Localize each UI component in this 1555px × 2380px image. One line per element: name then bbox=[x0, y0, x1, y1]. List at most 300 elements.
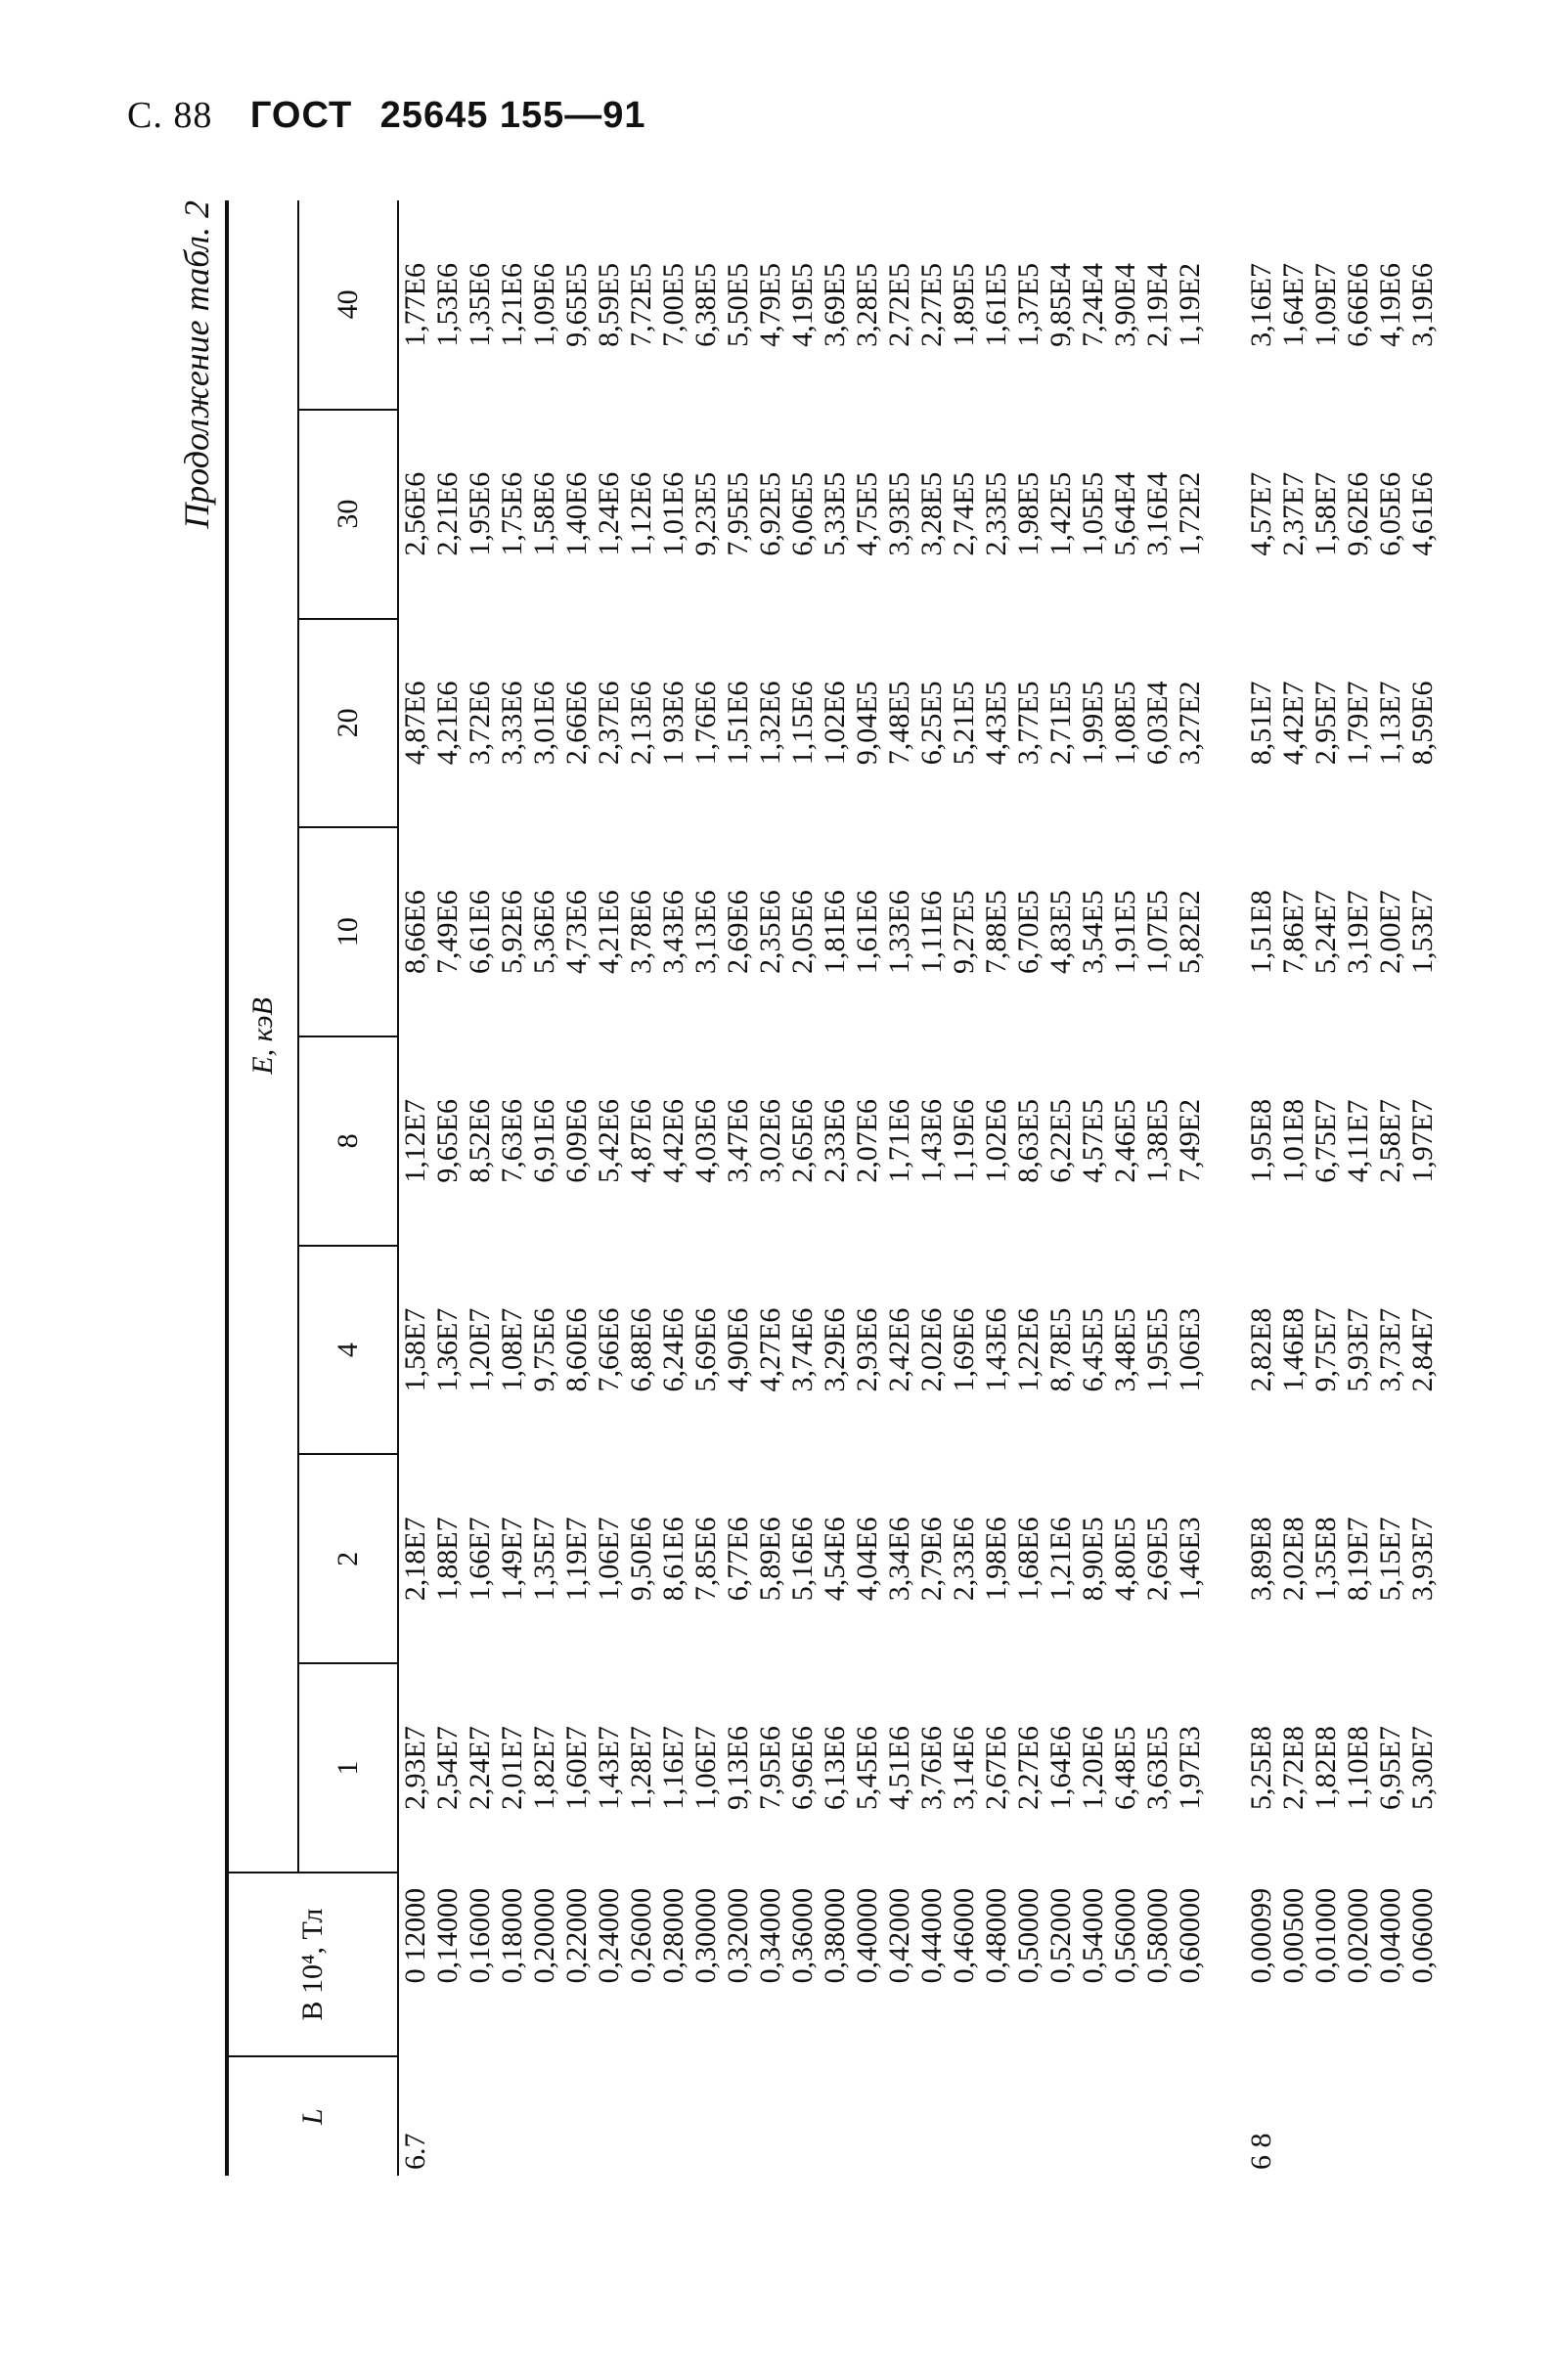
flux-value: 8,78E5 bbox=[1044, 1307, 1077, 1392]
flux-value: 1,21E6 bbox=[1044, 1517, 1077, 1602]
l-value bbox=[1109, 2056, 1141, 2176]
flux-value: 2,27E5 bbox=[915, 262, 948, 347]
b-value: 0,32000 bbox=[722, 1887, 754, 1984]
flux-value: 7,66E6 bbox=[593, 1307, 625, 1392]
l-value bbox=[1077, 2056, 1109, 2176]
b-value: 0,44000 bbox=[915, 1887, 948, 1984]
rotated-table-frame bbox=[166, 200, 1535, 2176]
b-value: 0,00099 bbox=[1245, 1887, 1277, 1984]
l-value bbox=[431, 2056, 464, 2176]
table-row bbox=[1277, 200, 1310, 2176]
flux-value: 5,50E5 bbox=[722, 262, 754, 347]
table-row bbox=[980, 200, 1012, 2176]
flux-value: 4,19E5 bbox=[786, 262, 819, 347]
flux-value: 6,09E6 bbox=[560, 1098, 593, 1183]
b-value: 0,58000 bbox=[1141, 1887, 1174, 1984]
l-value bbox=[1141, 2056, 1174, 2176]
l-value bbox=[689, 2056, 722, 2176]
flux-value: 8,51E7 bbox=[1245, 681, 1277, 766]
flux-value: 1,10E8 bbox=[1342, 1726, 1374, 1810]
flux-value: 6,03E4 bbox=[1141, 681, 1174, 766]
flux-value: 1,97E3 bbox=[1174, 1726, 1206, 1810]
flux-value: 3,47E6 bbox=[722, 1098, 754, 1183]
flux-value: 1,12E6 bbox=[625, 471, 657, 556]
flux-value: 1,46E8 bbox=[1277, 1307, 1310, 1392]
flux-value: 3,63E5 bbox=[1141, 1726, 1174, 1810]
flux-value: 2,18E7 bbox=[399, 1517, 431, 1602]
flux-value: 1,91E5 bbox=[1109, 890, 1141, 975]
b-value: 0,30000 bbox=[689, 1887, 722, 1984]
flux-value: 1,95E8 bbox=[1245, 1098, 1277, 1183]
flux-value: 2,46E5 bbox=[1109, 1098, 1141, 1183]
col-header-B: B 10⁴, Тл bbox=[227, 1873, 398, 2056]
table-row bbox=[851, 200, 883, 2176]
b-value: 0 12000 bbox=[399, 1887, 431, 1984]
flux-value: 1,98E6 bbox=[980, 1517, 1012, 1602]
flux-value: 1,08E7 bbox=[496, 1307, 528, 1392]
flux-value: 8,59E6 bbox=[1406, 681, 1439, 766]
table-caption: Продолжение табл. 2 bbox=[177, 200, 216, 529]
flux-value: 6,92E5 bbox=[754, 471, 786, 556]
b-value: 0,54000 bbox=[1077, 1887, 1109, 1984]
b-value: 0,00500 bbox=[1277, 1887, 1310, 1984]
table-row bbox=[1141, 200, 1174, 2176]
flux-value: 3,16E4 bbox=[1141, 471, 1174, 556]
flux-value: 1,13E7 bbox=[1374, 681, 1406, 766]
flux-value: 1,95E6 bbox=[464, 471, 496, 556]
table-row bbox=[1109, 200, 1141, 2176]
flux-value: 3,13E6 bbox=[689, 890, 722, 975]
flux-value: 4,27E6 bbox=[754, 1307, 786, 1392]
flux-value: 4,11E7 bbox=[1342, 1099, 1374, 1183]
table-row bbox=[657, 200, 689, 2176]
flux-value: 3,89E8 bbox=[1245, 1517, 1277, 1602]
flux-value: 1,60E7 bbox=[560, 1726, 593, 1810]
flux-value: 2,54E7 bbox=[431, 1726, 464, 1810]
flux-value: 2,71E5 bbox=[1044, 681, 1077, 766]
flux-value: 4,87E6 bbox=[399, 681, 431, 766]
l-value bbox=[915, 2056, 948, 2176]
b-value: 0,48000 bbox=[980, 1887, 1012, 1984]
flux-value: 9,13E6 bbox=[722, 1726, 754, 1810]
flux-value: 1,61E6 bbox=[851, 890, 883, 975]
flux-value: 4,21E6 bbox=[593, 890, 625, 975]
flux-value: 9,75E6 bbox=[528, 1307, 560, 1392]
flux-value: 3,73E7 bbox=[1374, 1307, 1406, 1392]
l-value: 6 8 bbox=[1245, 2133, 1277, 2170]
b-value: 0,52000 bbox=[1044, 1887, 1077, 1984]
flux-value: 9,27E5 bbox=[948, 890, 980, 975]
flux-value: 1,71E6 bbox=[883, 1098, 915, 1183]
flux-value: 2,05E6 bbox=[786, 890, 819, 975]
flux-value: 2,93E7 bbox=[399, 1726, 431, 1810]
l-value bbox=[528, 2056, 560, 2176]
l-value bbox=[496, 2056, 528, 2176]
l-value bbox=[722, 2056, 754, 2176]
b-value: 0,01000 bbox=[1310, 1887, 1342, 1984]
b-value: 0,38000 bbox=[819, 1887, 851, 1984]
flux-value: 6,24E6 bbox=[657, 1307, 689, 1392]
flux-value: 2,00E7 bbox=[1374, 890, 1406, 975]
flux-value: 1,02E6 bbox=[819, 681, 851, 766]
b-value: 0,34000 bbox=[754, 1887, 786, 1984]
flux-value: 5,42E6 bbox=[593, 1098, 625, 1183]
flux-value: 4,80E5 bbox=[1109, 1517, 1141, 1602]
flux-value: 2,69E6 bbox=[722, 890, 754, 975]
flux-value: 5,16E6 bbox=[786, 1517, 819, 1602]
flux-value: 1,35E8 bbox=[1310, 1517, 1342, 1602]
flux-value: 6,38E5 bbox=[689, 262, 722, 347]
flux-value: 3,43E6 bbox=[657, 890, 689, 975]
flux-value: 7,95E6 bbox=[754, 1726, 786, 1810]
table-row bbox=[1044, 200, 1077, 2176]
b-value: 0,42000 bbox=[883, 1887, 915, 1984]
flux-value: 1,64E6 bbox=[1044, 1726, 1077, 1810]
table-row bbox=[496, 200, 528, 2176]
flux-value: 5,21E5 bbox=[948, 681, 980, 766]
energy-col-6: 30 bbox=[298, 410, 398, 619]
flux-value: 5,93E7 bbox=[1342, 1307, 1374, 1392]
b-value: 0,40000 bbox=[851, 1887, 883, 1984]
table-row bbox=[1077, 200, 1109, 2176]
flux-value: 1,36E7 bbox=[431, 1307, 464, 1392]
flux-value: 1,09E7 bbox=[1310, 262, 1342, 347]
flux-value: 4,54E6 bbox=[819, 1517, 851, 1602]
flux-value: 1 93E6 bbox=[657, 681, 689, 766]
flux-value: 6,06E5 bbox=[786, 471, 819, 556]
flux-value: 2,42E6 bbox=[883, 1307, 915, 1392]
flux-value: 3,14E6 bbox=[948, 1726, 980, 1810]
l-value bbox=[1374, 2056, 1406, 2176]
flux-value: 4,75E5 bbox=[851, 471, 883, 556]
table-row bbox=[1374, 200, 1406, 2176]
flux-value: 2,27E6 bbox=[1012, 1726, 1044, 1810]
flux-value: 6,22E5 bbox=[1044, 1098, 1077, 1183]
flux-value: 2,69E5 bbox=[1141, 1517, 1174, 1602]
flux-value: 4,61E6 bbox=[1406, 471, 1439, 556]
flux-value: 8,63E5 bbox=[1012, 1098, 1044, 1183]
table-row bbox=[786, 200, 819, 2176]
flux-value: 2,95E7 bbox=[1310, 681, 1342, 766]
table-body bbox=[398, 200, 1439, 2176]
flux-value: 2,93E6 bbox=[851, 1307, 883, 1392]
energy-col-1: 2 bbox=[298, 1454, 398, 1663]
flux-value: 6,95E7 bbox=[1374, 1726, 1406, 1810]
flux-value: 3,69E5 bbox=[819, 262, 851, 347]
flux-value: 6,48E5 bbox=[1109, 1726, 1141, 1810]
energy-header: E, кэВ bbox=[227, 200, 298, 1873]
flux-value: 8,90E5 bbox=[1077, 1517, 1109, 1602]
flux-value: 2,35E6 bbox=[754, 890, 786, 975]
table-row bbox=[1406, 200, 1439, 2176]
flux-value: 1,97E7 bbox=[1406, 1098, 1439, 1183]
flux-value: 2,65E6 bbox=[786, 1098, 819, 1183]
energy-col-3: 8 bbox=[298, 1036, 398, 1246]
flux-value: 5,89E6 bbox=[754, 1517, 786, 1602]
table-row bbox=[560, 200, 593, 2176]
energy-col-2: 4 bbox=[298, 1246, 398, 1455]
table-row bbox=[948, 200, 980, 2176]
flux-value: 1,24E6 bbox=[593, 471, 625, 556]
b-value: 0,56000 bbox=[1109, 1887, 1141, 1984]
flux-value: 3,33E6 bbox=[496, 681, 528, 766]
flux-value: 7,48E5 bbox=[883, 681, 915, 766]
flux-value: 1,06E7 bbox=[593, 1517, 625, 1602]
flux-value: 1,51E6 bbox=[722, 681, 754, 766]
flux-value: 1,22E6 bbox=[1012, 1307, 1044, 1392]
table-row bbox=[819, 200, 851, 2176]
flux-value: 3,19E7 bbox=[1342, 890, 1374, 975]
b-value: 0,28000 bbox=[657, 1887, 689, 1984]
b-value: 0,36000 bbox=[786, 1887, 819, 1984]
l-value: 6.7 bbox=[399, 2133, 431, 2170]
flux-value: 4,51E6 bbox=[883, 1726, 915, 1810]
col-header-L: L bbox=[227, 2056, 398, 2176]
flux-value: 2,24E7 bbox=[464, 1726, 496, 1810]
flux-value: 5,64E4 bbox=[1109, 471, 1141, 556]
flux-value: 3,27E2 bbox=[1174, 681, 1206, 766]
flux-value: 3,48E5 bbox=[1109, 1307, 1141, 1392]
flux-value: 2,33E6 bbox=[948, 1517, 980, 1602]
l-value bbox=[819, 2056, 851, 2176]
flux-value: 1,06E7 bbox=[689, 1726, 722, 1810]
flux-value: 2,74E5 bbox=[948, 471, 980, 556]
flux-value: 4,19E6 bbox=[1374, 262, 1406, 347]
flux-value: 3,16E7 bbox=[1245, 262, 1277, 347]
flux-value: 1,75E6 bbox=[496, 471, 528, 556]
flux-value: 8,52E6 bbox=[464, 1098, 496, 1183]
flux-value: 7,72E5 bbox=[625, 262, 657, 347]
flux-value: 2,56E6 bbox=[399, 471, 431, 556]
flux-value: 1,95E5 bbox=[1141, 1307, 1174, 1392]
flux-value: 1,07E5 bbox=[1141, 890, 1174, 975]
flux-value: 2,33E6 bbox=[819, 1098, 851, 1183]
flux-value: 1,20E7 bbox=[464, 1307, 496, 1392]
l-value bbox=[1174, 2056, 1206, 2176]
flux-value: 4,04E6 bbox=[851, 1517, 883, 1602]
flux-value: 1,77E6 bbox=[399, 262, 431, 347]
flux-value: 1,12E7 bbox=[399, 1098, 431, 1183]
flux-value: 1,58E6 bbox=[528, 471, 560, 556]
flux-value: 9,85E4 bbox=[1044, 262, 1077, 347]
flux-value: 2,02E8 bbox=[1277, 1517, 1310, 1602]
flux-value: 5,45E6 bbox=[851, 1726, 883, 1810]
flux-value: 1,43E6 bbox=[915, 1098, 948, 1183]
l-value bbox=[851, 2056, 883, 2176]
flux-value: 1,89E5 bbox=[948, 262, 980, 347]
flux-value: 1,35E6 bbox=[464, 262, 496, 347]
b-value: 0,22000 bbox=[560, 1887, 593, 1984]
l-value bbox=[980, 2056, 1012, 2176]
flux-value: 1,28E7 bbox=[625, 1726, 657, 1810]
flux-value: 6,77E6 bbox=[722, 1517, 754, 1602]
flux-value: 6,70E5 bbox=[1012, 890, 1044, 975]
standard-name: ГОСТ bbox=[249, 95, 353, 136]
energy-col-5: 20 bbox=[298, 619, 398, 828]
flux-value: 6,66E6 bbox=[1342, 262, 1374, 347]
flux-value: 2,01E7 bbox=[496, 1726, 528, 1810]
flux-value: 2,58E7 bbox=[1374, 1098, 1406, 1183]
flux-value: 3,78E6 bbox=[625, 890, 657, 975]
flux-value: 4,79E5 bbox=[754, 262, 786, 347]
b-value: 0,14000 bbox=[431, 1887, 464, 1984]
table-row bbox=[593, 200, 625, 2176]
flux-value: 8,66E6 bbox=[399, 890, 431, 975]
flux-value: 2,72E8 bbox=[1277, 1726, 1310, 1810]
table-row bbox=[722, 200, 754, 2176]
flux-value: 9,65E6 bbox=[431, 1098, 464, 1183]
flux-value: 9,50E6 bbox=[625, 1517, 657, 1602]
flux-value: 1,81E6 bbox=[819, 890, 851, 975]
flux-value: 6,45E5 bbox=[1077, 1307, 1109, 1392]
flux-value: 5,30E7 bbox=[1406, 1726, 1439, 1810]
flux-value: 3,93E5 bbox=[883, 471, 915, 556]
flux-value: 2,66E6 bbox=[560, 681, 593, 766]
flux-value: 1,58E7 bbox=[399, 1307, 431, 1392]
flux-value: 4,90E6 bbox=[722, 1307, 754, 1392]
energy-col-0: 1 bbox=[298, 1663, 398, 1873]
b-value: 0,50000 bbox=[1012, 1887, 1044, 1984]
flux-value: 1,08E5 bbox=[1109, 681, 1141, 766]
flux-value: 2,07E6 bbox=[851, 1098, 883, 1183]
table-row bbox=[464, 200, 496, 2176]
flux-value: 3,72E6 bbox=[464, 681, 496, 766]
l-value bbox=[883, 2056, 915, 2176]
flux-value: 2,02E6 bbox=[915, 1307, 948, 1392]
flux-value: 7,95E5 bbox=[722, 471, 754, 556]
flux-value: 1,99E5 bbox=[1077, 681, 1109, 766]
page-number: С. 88 bbox=[127, 95, 213, 136]
flux-value: 6,61E6 bbox=[464, 890, 496, 975]
b-value: 0,20000 bbox=[528, 1887, 560, 1984]
table-row bbox=[398, 200, 431, 2176]
flux-value: 2,84E7 bbox=[1406, 1307, 1439, 1392]
l-value bbox=[1277, 2056, 1310, 2176]
table-row bbox=[1310, 200, 1342, 2176]
flux-value: 5,36E6 bbox=[528, 890, 560, 975]
table-row bbox=[915, 200, 948, 2176]
data-table bbox=[225, 200, 1439, 2176]
flux-value: 1,79E7 bbox=[1342, 681, 1374, 766]
flux-value: 5,15E7 bbox=[1374, 1517, 1406, 1602]
flux-value: 1,21E6 bbox=[496, 262, 528, 347]
table-row bbox=[625, 200, 657, 2176]
flux-value: 3,93E7 bbox=[1406, 1517, 1439, 1602]
flux-value: 8,61E6 bbox=[657, 1517, 689, 1602]
flux-value: 1,33E6 bbox=[883, 890, 915, 975]
flux-value: 2,21E6 bbox=[431, 471, 464, 556]
b-value: 0,16000 bbox=[464, 1887, 496, 1984]
table-row bbox=[1245, 200, 1277, 2176]
l-value bbox=[464, 2056, 496, 2176]
flux-value: 3,28E5 bbox=[851, 262, 883, 347]
flux-value: 5,92E6 bbox=[496, 890, 528, 975]
flux-value: 1,82E8 bbox=[1310, 1726, 1342, 1810]
flux-value: 1,11E6 bbox=[915, 890, 948, 974]
standard-code: 25645 155—91 bbox=[379, 95, 646, 136]
flux-value: 1,64E7 bbox=[1277, 262, 1310, 347]
flux-value: 1,53E7 bbox=[1406, 890, 1439, 975]
flux-value: 1,06E3 bbox=[1174, 1307, 1206, 1392]
flux-value: 3,90E4 bbox=[1109, 262, 1141, 347]
flux-value: 2,82E8 bbox=[1245, 1307, 1277, 1392]
flux-value: 2,67E6 bbox=[980, 1726, 1012, 1810]
l-value bbox=[1012, 2056, 1044, 2176]
l-value bbox=[625, 2056, 657, 2176]
l-value bbox=[1044, 2056, 1077, 2176]
l-value bbox=[1310, 2056, 1342, 2176]
flux-value: 3,54E5 bbox=[1077, 890, 1109, 975]
flux-value: 1,43E7 bbox=[593, 1726, 625, 1810]
flux-value: 4,42E7 bbox=[1277, 681, 1310, 766]
flux-value: 1,51E8 bbox=[1245, 890, 1277, 975]
flux-value: 2,33E5 bbox=[980, 471, 1012, 556]
flux-value: 1,01E8 bbox=[1277, 1098, 1310, 1183]
flux-value: 4,87E6 bbox=[625, 1098, 657, 1183]
flux-value: 9,75E7 bbox=[1310, 1307, 1342, 1392]
table-row bbox=[754, 200, 786, 2176]
flux-value: 1,19E6 bbox=[948, 1098, 980, 1183]
flux-value: 1,82E7 bbox=[528, 1726, 560, 1810]
b-value: 0,46000 bbox=[948, 1887, 980, 1984]
flux-value: 1,20E6 bbox=[1077, 1726, 1109, 1810]
flux-value: 3,19E6 bbox=[1406, 262, 1439, 347]
flux-value: 4,83E5 bbox=[1044, 890, 1077, 975]
flux-value: 1,76E6 bbox=[689, 681, 722, 766]
flux-value: 6,96E6 bbox=[786, 1726, 819, 1810]
flux-value: 4,43E5 bbox=[980, 681, 1012, 766]
flux-value: 1,42E5 bbox=[1044, 471, 1077, 556]
table-row bbox=[1174, 200, 1206, 2176]
flux-value: 8,19E7 bbox=[1342, 1517, 1374, 1602]
table-row bbox=[1012, 200, 1044, 2176]
flux-value: 7,24E4 bbox=[1077, 262, 1109, 347]
flux-value: 1,53E6 bbox=[431, 262, 464, 347]
flux-value: 1,98E5 bbox=[1012, 471, 1044, 556]
flux-value: 1,49E7 bbox=[496, 1517, 528, 1602]
flux-value: 1,46E3 bbox=[1174, 1517, 1206, 1602]
b-value: 0,02000 bbox=[1342, 1887, 1374, 1984]
flux-value: 1,43E6 bbox=[980, 1307, 1012, 1392]
flux-value: 5,69E6 bbox=[689, 1307, 722, 1392]
l-value bbox=[1406, 2056, 1439, 2176]
flux-value: 8,59E5 bbox=[593, 262, 625, 347]
flux-value: 6,88E6 bbox=[625, 1307, 657, 1392]
l-value bbox=[657, 2056, 689, 2176]
flux-value: 9,23E5 bbox=[689, 471, 722, 556]
flux-value: 1,15E6 bbox=[786, 681, 819, 766]
table-row bbox=[883, 200, 915, 2176]
flux-value: 3,74E6 bbox=[786, 1307, 819, 1392]
flux-value: 1,58E7 bbox=[1310, 471, 1342, 556]
flux-value: 1,68E6 bbox=[1012, 1517, 1044, 1602]
flux-value: 6,75E7 bbox=[1310, 1098, 1342, 1183]
flux-value: 4,73E6 bbox=[560, 890, 593, 975]
l-value bbox=[1342, 2056, 1374, 2176]
flux-value: 7,49E6 bbox=[431, 890, 464, 975]
flux-value: 2,79E6 bbox=[915, 1517, 948, 1602]
flux-value: 1,19E2 bbox=[1174, 262, 1206, 347]
energy-col-7: 40 bbox=[298, 200, 398, 410]
flux-value: 3,77E5 bbox=[1012, 681, 1044, 766]
flux-value: 5,82E2 bbox=[1174, 890, 1206, 975]
flux-value: 5,24E7 bbox=[1310, 890, 1342, 975]
flux-value: 5,25E8 bbox=[1245, 1726, 1277, 1810]
flux-value: 3,01E6 bbox=[528, 681, 560, 766]
flux-value: 6,13E6 bbox=[819, 1726, 851, 1810]
flux-value: 1,37E5 bbox=[1012, 262, 1044, 347]
table-row bbox=[431, 200, 464, 2176]
